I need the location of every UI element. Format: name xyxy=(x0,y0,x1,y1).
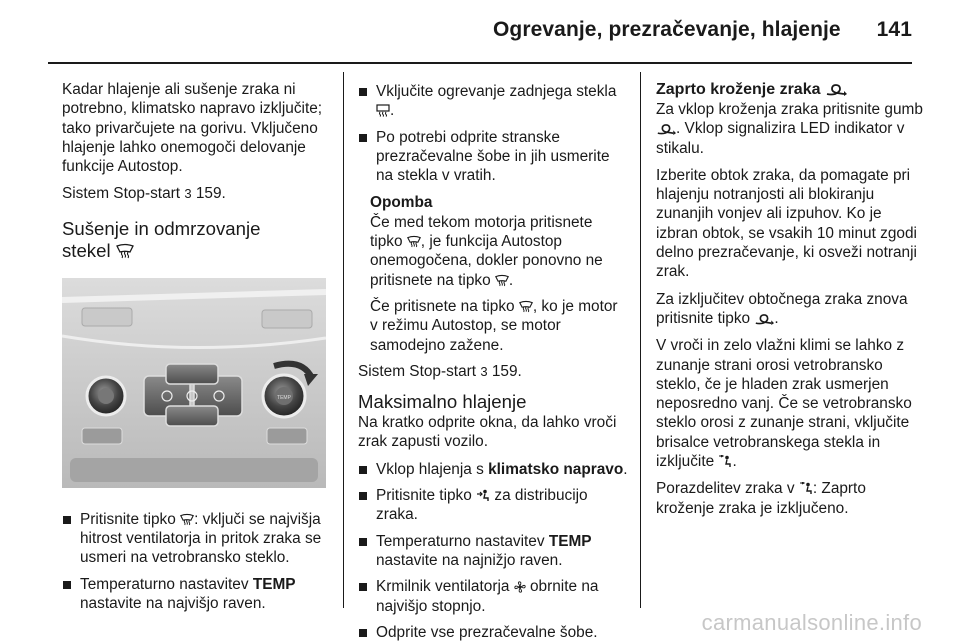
watermark: carmanualsonline.info xyxy=(701,610,922,635)
note-title: Opomba xyxy=(370,194,433,212)
windscreen-defrost-icon xyxy=(180,513,194,526)
note-paragraph: Če med tekom motorja pritisnete tipko , je funkcija Autostop onemogočena, dokler ponovno ne pritisnete na tipko . xyxy=(370,213,603,289)
defrost-steps xyxy=(62,510,332,613)
paragraph: Za vklop kroženja zraka pritisnite gumb . Vklop signalizira LED indikator v stikalu. xyxy=(656,101,923,157)
section-heading-recirculation: Zaprto kroženje zraka xyxy=(656,80,926,100)
section-intro: Na kratko odprite okna, da lahko vroči zrak zapusti vozilo. xyxy=(358,414,617,451)
list-item: Po potrebi odprite stranske prezračevalne šobe in jih usmerite na stekla v vratih. xyxy=(358,128,628,186)
paragraph: Porazdelitev zraka v : Zaprto kroženje zraka je izključeno. xyxy=(656,480,866,517)
list-item: Vklop hlajenja s klimatsko napravo. xyxy=(358,460,628,479)
rear-window-heating-icon xyxy=(376,104,390,117)
note-paragraph: Če pritisnete na tipko , ko je motor v režimu Autostop, se motor samodejno zažene. xyxy=(370,297,618,354)
page-number: 141 xyxy=(876,18,912,41)
list-item: Temperaturno nastavitev TEMP nastavite na najvišjo raven. xyxy=(62,575,332,614)
fan-icon xyxy=(514,581,526,593)
page-arrow-icon: 3 xyxy=(480,363,488,379)
windscreen-defrost-icon xyxy=(495,274,509,287)
column-middle xyxy=(358,80,628,642)
list-item: Temperaturno nastavitev TEMP nastavite na najnižjo raven. xyxy=(358,532,628,571)
air-recirculation-icon xyxy=(656,124,676,135)
cross-reference: Sistem Stop-start 3 159. xyxy=(358,362,522,380)
list-item: Odprite vse prezračevalne šobe. xyxy=(358,623,628,642)
column-divider xyxy=(640,72,641,608)
air-recirculation-icon xyxy=(825,84,847,96)
note-box xyxy=(370,193,628,354)
header-rule xyxy=(48,62,912,64)
column-divider xyxy=(343,72,344,608)
max-cooling-steps xyxy=(358,460,628,642)
paragraph: V vroči in zelo vlažni klimi se lahko z zunanje strani orosi vetrobransko steklo, če je hladen zrak usmerjen neposredno vanj. Če se vetrobransko steklo orosi z zunanje strani, vključite brisalce vetrobranskega stekla in izključite . xyxy=(656,337,912,471)
windscreen-defrost-icon xyxy=(116,243,134,259)
list-item: Krmilnik ventilatorja obrnite na najvišjo stopnjo. xyxy=(358,577,628,616)
list-item: Pritisnite tipko : vključi se najvišja hitrost ventilatorja in pritok zraka se usmeri na vetrobransko steklo. xyxy=(62,510,332,568)
page-title: Ogrevanje, prezračevanje, hlajenje xyxy=(492,18,841,41)
windscreen-defrost-icon xyxy=(407,235,421,248)
column-left xyxy=(62,80,332,620)
page-arrow-icon: 3 xyxy=(184,186,192,202)
windscreen-defrost-icon xyxy=(519,300,533,313)
page-header xyxy=(493,18,912,42)
climate-control-panel-photo xyxy=(62,278,326,488)
air-distribution-icon xyxy=(476,489,490,502)
air-recirculation-icon xyxy=(754,314,774,325)
temp-knob-label: TEMP xyxy=(277,394,291,401)
list-item: Pritisnite tipko za distribucijo zraka. xyxy=(358,486,628,525)
section-heading-defrost: Sušenje in odmrzovanje stekel xyxy=(62,217,261,261)
defrost-steps-continued xyxy=(358,82,628,185)
air-distribution-icon xyxy=(799,482,813,495)
air-distribution-icon xyxy=(718,455,732,468)
column-right xyxy=(656,80,926,526)
paragraph: Za izključitev obtočnega zraka znova pritisnite tipko . xyxy=(656,290,908,327)
paragraph: Izberite obtok zraka, da pomagate pri hlajenju notranjosti ali blokiranju zunanjih vonjev ali izpuhov. Ko je izbran obtok, se vsakih 10 minut zgodi delno prezračevanje, ki osveži notranji zrak. xyxy=(656,166,917,281)
section-heading-max-cooling: Maksimalno hlajenje xyxy=(358,391,527,413)
cross-reference: Sistem Stop-start 3 159. xyxy=(62,185,226,203)
list-item: Vključite ogrevanje zadnjega stekla . xyxy=(358,82,628,121)
intro-paragraph: Kadar hlajenje ali sušenje zraka ni potrebno, klimatsko napravo izključite; tako privarčujete na gorivu. Vključeno hlajenje lahko onemogoči delovanje funkcije Autostop. xyxy=(62,81,323,176)
